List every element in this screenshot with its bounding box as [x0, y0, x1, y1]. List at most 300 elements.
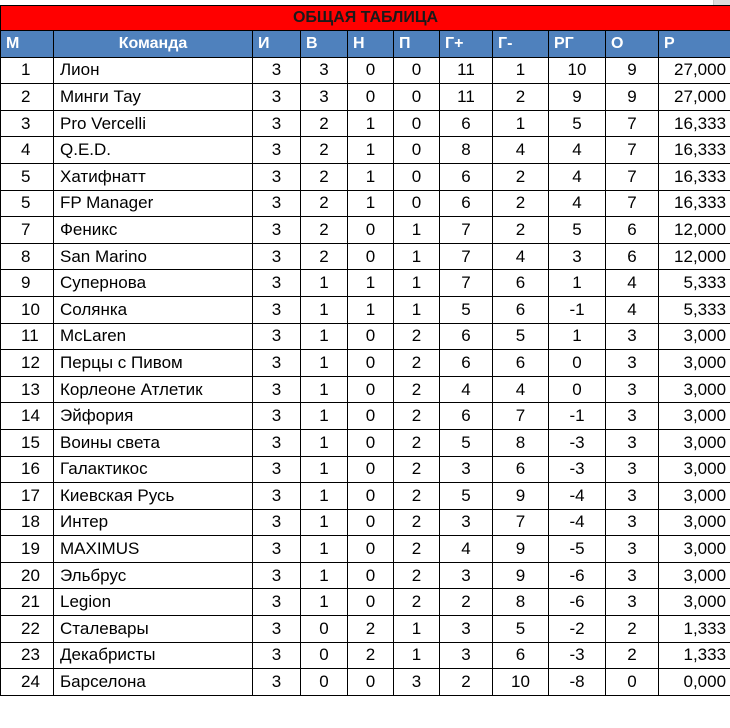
team-name-cell: Феникс: [54, 217, 253, 244]
position-cell: 22: [1, 616, 54, 643]
goals-against-cell: 6: [493, 642, 549, 669]
goals-for-cell: 6: [440, 403, 493, 430]
drawn-cell: 0: [348, 483, 394, 510]
drawn-cell: 0: [348, 509, 394, 536]
points-cell: 7: [606, 137, 659, 164]
played-cell: 3: [253, 323, 301, 350]
goals-against-cell: 1: [493, 57, 549, 84]
points-cell: 2: [606, 642, 659, 669]
drawn-cell: 0: [348, 217, 394, 244]
rating-cell: 3,000: [659, 509, 730, 536]
col-header-won: В: [301, 31, 348, 58]
table-row: [1, 429, 730, 456]
goal-diff-cell: -4: [549, 509, 606, 536]
rating-cell: 5,333: [659, 270, 730, 297]
position-cell: 4: [1, 137, 54, 164]
drawn-cell: 0: [348, 323, 394, 350]
lost-cell: 2: [394, 483, 440, 510]
goals-for-cell: 3: [440, 642, 493, 669]
played-cell: 3: [253, 84, 301, 111]
goals-for-cell: 3: [440, 509, 493, 536]
table-row: [1, 84, 730, 111]
won-cell: 0: [301, 616, 348, 643]
won-cell: 2: [301, 190, 348, 217]
goal-diff-cell: -2: [549, 616, 606, 643]
title-row: [1, 6, 730, 31]
position-cell: 20: [1, 562, 54, 589]
lost-cell: 2: [394, 403, 440, 430]
header-row: [1, 31, 730, 58]
lost-cell: 2: [394, 429, 440, 456]
standings-body: [1, 57, 730, 695]
drawn-cell: 0: [348, 403, 394, 430]
played-cell: 3: [253, 509, 301, 536]
table-row: [1, 403, 730, 430]
goals-against-cell: 2: [493, 190, 549, 217]
goals-against-cell: 6: [493, 456, 549, 483]
played-cell: 3: [253, 163, 301, 190]
points-cell: 2: [606, 616, 659, 643]
won-cell: 1: [301, 536, 348, 563]
played-cell: 3: [253, 190, 301, 217]
team-name-cell: Эйфория: [54, 403, 253, 430]
lost-cell: 1: [394, 616, 440, 643]
goals-for-cell: 6: [440, 190, 493, 217]
table-row: [1, 456, 730, 483]
points-cell: 3: [606, 323, 659, 350]
team-name-cell: Перцы с Пивом: [54, 350, 253, 377]
table-title: ОБЩАЯ ТАБЛИЦА: [1, 6, 730, 31]
position-cell: 13: [1, 376, 54, 403]
table-row: [1, 616, 730, 643]
position-cell: 12: [1, 350, 54, 377]
won-cell: 1: [301, 456, 348, 483]
table-row: [1, 270, 730, 297]
table-row: [1, 110, 730, 137]
table-row: [1, 376, 730, 403]
rating-cell: 3,000: [659, 429, 730, 456]
played-cell: 3: [253, 403, 301, 430]
goals-against-cell: 8: [493, 589, 549, 616]
position-cell: 10: [1, 296, 54, 323]
goals-against-cell: 9: [493, 536, 549, 563]
position-cell: 24: [1, 669, 54, 696]
played-cell: 3: [253, 616, 301, 643]
goals-for-cell: 7: [440, 217, 493, 244]
table-row: [1, 57, 730, 84]
col-header-team: Команда: [54, 31, 253, 58]
team-name-cell: Декабристы: [54, 642, 253, 669]
goal-diff-cell: -4: [549, 483, 606, 510]
position-cell: 18: [1, 509, 54, 536]
team-name-cell: Q.E.D.: [54, 137, 253, 164]
goal-diff-cell: -1: [549, 403, 606, 430]
team-name-cell: Лион: [54, 57, 253, 84]
points-cell: 6: [606, 217, 659, 244]
goals-for-cell: 7: [440, 243, 493, 270]
drawn-cell: 0: [348, 536, 394, 563]
rating-cell: 3,000: [659, 536, 730, 563]
table-row: [1, 589, 730, 616]
won-cell: 1: [301, 562, 348, 589]
position-cell: 5: [1, 163, 54, 190]
team-name-cell: Супернова: [54, 270, 253, 297]
points-cell: 7: [606, 190, 659, 217]
points-cell: 3: [606, 350, 659, 377]
goals-for-cell: 5: [440, 429, 493, 456]
rating-cell: 16,333: [659, 163, 730, 190]
won-cell: 1: [301, 483, 348, 510]
won-cell: 0: [301, 642, 348, 669]
goals-against-cell: 7: [493, 509, 549, 536]
drawn-cell: 0: [348, 350, 394, 377]
played-cell: 3: [253, 456, 301, 483]
position-cell: 7: [1, 217, 54, 244]
rating-cell: 16,333: [659, 190, 730, 217]
drawn-cell: 1: [348, 137, 394, 164]
won-cell: 2: [301, 217, 348, 244]
rating-cell: 27,000: [659, 84, 730, 111]
points-cell: 0: [606, 669, 659, 696]
points-cell: 4: [606, 296, 659, 323]
goals-for-cell: 6: [440, 350, 493, 377]
team-name-cell: Галактикос: [54, 456, 253, 483]
goal-diff-cell: -5: [549, 536, 606, 563]
played-cell: 3: [253, 536, 301, 563]
rating-cell: 5,333: [659, 296, 730, 323]
goals-against-cell: 6: [493, 296, 549, 323]
goals-against-cell: 4: [493, 376, 549, 403]
goals-for-cell: 4: [440, 536, 493, 563]
goal-diff-cell: 0: [549, 376, 606, 403]
team-name-cell: Интер: [54, 509, 253, 536]
lost-cell: 2: [394, 536, 440, 563]
won-cell: 1: [301, 509, 348, 536]
position-cell: 1: [1, 57, 54, 84]
rating-cell: 27,000: [659, 57, 730, 84]
goals-for-cell: 3: [440, 456, 493, 483]
won-cell: 1: [301, 589, 348, 616]
points-cell: 3: [606, 376, 659, 403]
drawn-cell: 0: [348, 84, 394, 111]
points-cell: 3: [606, 536, 659, 563]
points-cell: 3: [606, 403, 659, 430]
table-row: [1, 642, 730, 669]
played-cell: 3: [253, 669, 301, 696]
col-header-goal-diff: РГ: [549, 31, 606, 58]
table-row: [1, 163, 730, 190]
team-name-cell: Legion: [54, 589, 253, 616]
goal-diff-cell: 1: [549, 270, 606, 297]
col-header-rating: Р: [659, 31, 730, 58]
points-cell: 3: [606, 562, 659, 589]
position-cell: 3: [1, 110, 54, 137]
won-cell: 1: [301, 323, 348, 350]
goal-diff-cell: 9: [549, 84, 606, 111]
lost-cell: 0: [394, 163, 440, 190]
lost-cell: 2: [394, 562, 440, 589]
rating-cell: 1,333: [659, 642, 730, 669]
played-cell: 3: [253, 562, 301, 589]
lost-cell: 2: [394, 376, 440, 403]
lost-cell: 2: [394, 456, 440, 483]
goal-diff-cell: 0: [549, 350, 606, 377]
lost-cell: 1: [394, 217, 440, 244]
played-cell: 3: [253, 243, 301, 270]
team-name-cell: Корлеоне Атлетик: [54, 376, 253, 403]
played-cell: 3: [253, 137, 301, 164]
table-row: [1, 137, 730, 164]
position-cell: 8: [1, 243, 54, 270]
team-name-cell: Хатифнатт: [54, 163, 253, 190]
lost-cell: 0: [394, 84, 440, 111]
played-cell: 3: [253, 642, 301, 669]
goal-diff-cell: -8: [549, 669, 606, 696]
won-cell: 3: [301, 84, 348, 111]
points-cell: 9: [606, 84, 659, 111]
lost-cell: 0: [394, 190, 440, 217]
team-name-cell: Сталевары: [54, 616, 253, 643]
drawn-cell: 0: [348, 456, 394, 483]
team-name-cell: San Marino: [54, 243, 253, 270]
goals-against-cell: 9: [493, 483, 549, 510]
drawn-cell: 1: [348, 190, 394, 217]
points-cell: 7: [606, 110, 659, 137]
played-cell: 3: [253, 589, 301, 616]
rating-cell: 3,000: [659, 483, 730, 510]
points-cell: 9: [606, 57, 659, 84]
col-header-points: О: [606, 31, 659, 58]
won-cell: 2: [301, 137, 348, 164]
goals-against-cell: 2: [493, 84, 549, 111]
goals-against-cell: 1: [493, 110, 549, 137]
table-row: [1, 483, 730, 510]
rating-cell: 3,000: [659, 376, 730, 403]
rating-cell: 12,000: [659, 217, 730, 244]
team-name-cell: Киевская Русь: [54, 483, 253, 510]
col-header-drawn: Н: [348, 31, 394, 58]
position-cell: 5: [1, 190, 54, 217]
lost-cell: 1: [394, 642, 440, 669]
goals-for-cell: 2: [440, 669, 493, 696]
drawn-cell: 1: [348, 163, 394, 190]
won-cell: 1: [301, 350, 348, 377]
rating-cell: 12,000: [659, 243, 730, 270]
table-row: [1, 669, 730, 696]
goals-against-cell: 7: [493, 403, 549, 430]
goals-for-cell: 11: [440, 57, 493, 84]
position-cell: 21: [1, 589, 54, 616]
played-cell: 3: [253, 270, 301, 297]
goal-diff-cell: -3: [549, 456, 606, 483]
team-name-cell: Барселона: [54, 669, 253, 696]
team-name-cell: Эльбрус: [54, 562, 253, 589]
table-row: [1, 536, 730, 563]
team-name-cell: MAXIMUS: [54, 536, 253, 563]
lost-cell: 1: [394, 270, 440, 297]
col-header-goals-against: Г-: [493, 31, 549, 58]
goals-for-cell: 6: [440, 323, 493, 350]
team-name-cell: Pro Vercelli: [54, 110, 253, 137]
goal-diff-cell: 10: [549, 57, 606, 84]
rating-cell: 1,333: [659, 616, 730, 643]
goals-against-cell: 5: [493, 323, 549, 350]
won-cell: 0: [301, 669, 348, 696]
table-row: [1, 243, 730, 270]
team-name-cell: Воины света: [54, 429, 253, 456]
position-cell: 19: [1, 536, 54, 563]
goal-diff-cell: -1: [549, 296, 606, 323]
position-cell: 23: [1, 642, 54, 669]
lost-cell: 0: [394, 110, 440, 137]
col-header-lost: П: [394, 31, 440, 58]
team-name-cell: McLaren: [54, 323, 253, 350]
points-cell: 3: [606, 429, 659, 456]
points-cell: 7: [606, 163, 659, 190]
goal-diff-cell: 5: [549, 110, 606, 137]
rating-cell: 16,333: [659, 110, 730, 137]
played-cell: 3: [253, 350, 301, 377]
team-name-cell: FP Manager: [54, 190, 253, 217]
won-cell: 2: [301, 163, 348, 190]
table-row: [1, 296, 730, 323]
drawn-cell: 1: [348, 270, 394, 297]
goals-against-cell: 4: [493, 243, 549, 270]
won-cell: 1: [301, 270, 348, 297]
col-header-played: И: [253, 31, 301, 58]
rating-cell: 3,000: [659, 323, 730, 350]
rating-cell: 3,000: [659, 562, 730, 589]
won-cell: 3: [301, 57, 348, 84]
goal-diff-cell: 4: [549, 190, 606, 217]
drawn-cell: 2: [348, 616, 394, 643]
lost-cell: 0: [394, 57, 440, 84]
goals-against-cell: 6: [493, 350, 549, 377]
drawn-cell: 0: [348, 429, 394, 456]
points-cell: 3: [606, 483, 659, 510]
points-cell: 4: [606, 270, 659, 297]
drawn-cell: 0: [348, 376, 394, 403]
goals-for-cell: 7: [440, 270, 493, 297]
goals-for-cell: 3: [440, 616, 493, 643]
goal-diff-cell: 3: [549, 243, 606, 270]
goals-for-cell: 2: [440, 589, 493, 616]
goal-diff-cell: -6: [549, 562, 606, 589]
played-cell: 3: [253, 429, 301, 456]
drawn-cell: 2: [348, 642, 394, 669]
goals-against-cell: 4: [493, 137, 549, 164]
won-cell: 2: [301, 243, 348, 270]
goals-for-cell: 5: [440, 296, 493, 323]
position-cell: 9: [1, 270, 54, 297]
rating-cell: 16,333: [659, 137, 730, 164]
played-cell: 3: [253, 483, 301, 510]
position-cell: 16: [1, 456, 54, 483]
rating-cell: 0,000: [659, 669, 730, 696]
goals-against-cell: 9: [493, 562, 549, 589]
position-cell: 2: [1, 84, 54, 111]
position-cell: 11: [1, 323, 54, 350]
goal-diff-cell: 4: [549, 163, 606, 190]
table-row: [1, 350, 730, 377]
goals-against-cell: 2: [493, 163, 549, 190]
drawn-cell: 1: [348, 110, 394, 137]
rating-cell: 3,000: [659, 350, 730, 377]
lost-cell: 2: [394, 323, 440, 350]
goals-for-cell: 11: [440, 84, 493, 111]
drawn-cell: 0: [348, 562, 394, 589]
rating-cell: 3,000: [659, 403, 730, 430]
goals-for-cell: 5: [440, 483, 493, 510]
lost-cell: 2: [394, 350, 440, 377]
goals-against-cell: 2: [493, 217, 549, 244]
lost-cell: 1: [394, 296, 440, 323]
goals-for-cell: 6: [440, 163, 493, 190]
played-cell: 3: [253, 57, 301, 84]
col-header-goals-for: Г+: [440, 31, 493, 58]
played-cell: 3: [253, 217, 301, 244]
goals-against-cell: 8: [493, 429, 549, 456]
goals-against-cell: 5: [493, 616, 549, 643]
goal-diff-cell: 5: [549, 217, 606, 244]
drawn-cell: 0: [348, 57, 394, 84]
won-cell: 1: [301, 376, 348, 403]
points-cell: 6: [606, 243, 659, 270]
standings-table: [0, 5, 730, 696]
table-row: [1, 190, 730, 217]
drawn-cell: 0: [348, 243, 394, 270]
goals-for-cell: 3: [440, 562, 493, 589]
drawn-cell: 0: [348, 669, 394, 696]
table-row: [1, 217, 730, 244]
goals-for-cell: 4: [440, 376, 493, 403]
rating-cell: 3,000: [659, 456, 730, 483]
table-row: [1, 509, 730, 536]
col-header-position: М: [1, 31, 54, 58]
won-cell: 1: [301, 296, 348, 323]
goal-diff-cell: 1: [549, 323, 606, 350]
lost-cell: 1: [394, 243, 440, 270]
goal-diff-cell: -3: [549, 429, 606, 456]
goals-for-cell: 8: [440, 137, 493, 164]
table-row: [1, 562, 730, 589]
goal-diff-cell: -6: [549, 589, 606, 616]
lost-cell: 2: [394, 589, 440, 616]
played-cell: 3: [253, 376, 301, 403]
won-cell: 2: [301, 110, 348, 137]
position-cell: 17: [1, 483, 54, 510]
team-name-cell: Солянка: [54, 296, 253, 323]
table-row: [1, 323, 730, 350]
played-cell: 3: [253, 296, 301, 323]
lost-cell: 0: [394, 137, 440, 164]
position-cell: 14: [1, 403, 54, 430]
goals-against-cell: 6: [493, 270, 549, 297]
goals-for-cell: 6: [440, 110, 493, 137]
won-cell: 1: [301, 429, 348, 456]
goal-diff-cell: -3: [549, 642, 606, 669]
drawn-cell: 1: [348, 296, 394, 323]
lost-cell: 2: [394, 509, 440, 536]
goal-diff-cell: 4: [549, 137, 606, 164]
position-cell: 15: [1, 429, 54, 456]
points-cell: 3: [606, 456, 659, 483]
played-cell: 3: [253, 110, 301, 137]
points-cell: 3: [606, 509, 659, 536]
won-cell: 1: [301, 403, 348, 430]
lost-cell: 3: [394, 669, 440, 696]
drawn-cell: 0: [348, 589, 394, 616]
